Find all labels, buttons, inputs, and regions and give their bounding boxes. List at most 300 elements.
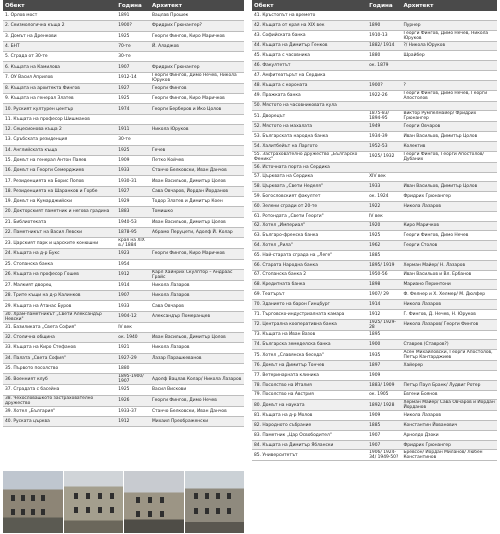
object-cell: 65. Най-старата сграда на „Леге" — [252, 250, 367, 260]
table-row — [252, 260, 497, 270]
object-cell: 72. Централна кооперативна банка — [252, 319, 367, 330]
year-cell: 1925 — [116, 145, 150, 155]
table-row — [252, 101, 497, 111]
object-cell: 8. Къщата на архитекта Фингов — [3, 83, 116, 93]
architect-cell — [401, 330, 497, 340]
table-row — [3, 124, 244, 134]
year-cell: 70-те — [116, 41, 150, 51]
architect-cell: ? — [401, 80, 497, 90]
year-cell: 1895/ 1919 — [367, 260, 401, 270]
object-cell: 80. Домът на науката — [252, 400, 367, 411]
table-row — [3, 186, 244, 196]
object-cell: 67. Стопанска банка 2 — [252, 270, 367, 280]
year-cell: IV век — [116, 322, 150, 332]
architect-cell: Станчо Белковски, Иван Данчов — [150, 406, 244, 416]
architect-cell: Сава Овчаров — [150, 301, 244, 311]
table-row — [3, 322, 244, 332]
object-cell: 74. Българска земеделска банка — [252, 340, 367, 350]
objects-table-left — [3, 0, 244, 427]
table-row — [3, 363, 244, 373]
architect-cell: Михаил Преображенски — [150, 416, 244, 426]
table-row — [3, 301, 244, 311]
table-row — [3, 280, 244, 290]
year-cell: 1929 — [116, 197, 150, 207]
architect-cell — [150, 114, 244, 124]
object-cell: 5. Сграда от 30-те — [3, 52, 116, 62]
architect-cell: Иван Васильов и Вл. Ербанов — [401, 270, 497, 280]
table-row — [252, 330, 497, 340]
architect-cell: Томишко — [150, 207, 244, 217]
table-row — [252, 41, 497, 51]
architect-cell — [401, 61, 497, 71]
year-cell: ок. 1940 — [116, 333, 150, 343]
object-cell: 7. ОУ Васил Априлов — [3, 72, 116, 83]
year-cell: 1895 — [367, 330, 401, 340]
year-cell: 30-те — [116, 135, 150, 145]
table-row — [3, 311, 244, 322]
year-cell: края на XIX в./ 1884 — [116, 238, 150, 249]
object-cell: 21. Библиотеката — [3, 217, 116, 227]
year-cell: 1882/ 1914 — [367, 41, 401, 51]
table-row — [3, 395, 244, 406]
object-cell: 61. Ротондата „Свети Георги" — [252, 211, 367, 221]
table-row — [3, 385, 244, 395]
object-cell: 49. Пражката банка — [252, 90, 367, 101]
table-row — [3, 31, 244, 41]
object-cell: 17. Резиденцията на Борис Попов — [3, 176, 116, 186]
architect-cell: Георги Фингов, Димо Нечев, Никола Юрукoв — [150, 72, 244, 83]
object-cell: 47. Амфитеатърът на Сердика — [252, 70, 367, 80]
object-cell: 77. Ветеринарната клиника — [252, 370, 367, 380]
table-row — [252, 61, 497, 71]
year-cell: 1933 — [367, 182, 401, 192]
object-cell: 26. Къщата на професор Гошев — [3, 269, 116, 280]
architect-cell — [401, 250, 497, 260]
table-row — [252, 270, 497, 280]
architect-cell — [401, 370, 497, 380]
year-cell: 1904-12 — [116, 311, 150, 322]
year-cell: 1907 — [116, 291, 150, 301]
architect-cell — [401, 11, 497, 20]
object-cell: 58. Църквата „Свети Неделя" — [252, 182, 367, 192]
object-cell: 2. Сеизмологична къща 2 — [3, 21, 116, 31]
table-row — [252, 221, 497, 231]
year-cell: 1883/ 1909 — [367, 380, 401, 390]
table-row — [3, 353, 244, 363]
object-cell: 38. Чехословашкото застрахователно дружество — [3, 395, 116, 406]
architect-cell: Колектив — [401, 141, 497, 151]
table-row — [252, 370, 497, 380]
year-cell: 1930-31 — [116, 176, 150, 186]
architect-cell: Петко Койчев — [150, 155, 244, 165]
year-cell: 1912 — [116, 416, 150, 426]
architect-cell — [401, 172, 497, 182]
object-cell: 15. Домът на генерал Антон Паяев — [3, 155, 116, 165]
year-cell: 1927 — [116, 83, 150, 93]
year-cell: 1912-14 — [116, 72, 150, 83]
year-cell: 1885 — [367, 250, 401, 260]
object-cell: 69. Театърът — [252, 290, 367, 300]
year-cell — [367, 11, 401, 20]
year-cell: 1934-39 — [367, 132, 401, 142]
table-row — [252, 390, 497, 400]
architect-cell: Иван Васильов, Димитър Цолов — [150, 217, 244, 227]
object-cell: 70. Зданието на барон Гинцбург — [252, 299, 367, 309]
table-row — [252, 132, 497, 142]
object-cell: 53. Българската народна банка — [252, 132, 367, 142]
architect-cell: Никола Лазаров — [401, 299, 497, 309]
architect-cell: Херман Майер/ Сава Овчаров и Йордан Йорданов — [401, 400, 497, 411]
year-cell: IV век — [367, 211, 401, 221]
year-cell: 1926 — [116, 395, 150, 406]
architect-cell: Никола Лазаров — [150, 343, 244, 353]
photo-strip — [3, 471, 244, 533]
object-cell: 39. Хотел „България" — [3, 406, 116, 416]
table-row — [252, 211, 497, 221]
year-cell: ок. 1924 — [367, 192, 401, 202]
table-row — [3, 259, 244, 269]
architect-cell: Шрайбер — [401, 51, 497, 61]
year-cell: 1880 — [116, 363, 150, 373]
object-cell: 71. Търговско-индустриалната камара — [252, 309, 367, 319]
year-cell: 1911 — [116, 124, 150, 134]
object-cell: 36. Военният клуб — [3, 374, 116, 385]
table-row — [252, 350, 497, 361]
object-cell: 64. Хотел „Рила" — [252, 241, 367, 251]
object-cell: 40. Руската църква — [3, 416, 116, 426]
architect-cell: Никола Лазаров/ Георги Фингов — [401, 319, 497, 330]
object-cell: 25. Стопанска банка — [3, 259, 116, 269]
year-cell: XIV век — [367, 172, 401, 182]
object-cell: 41. Кръстопът на времето — [252, 11, 367, 20]
table-row — [3, 21, 244, 31]
table-row — [252, 172, 497, 182]
year-cell: 1925 — [116, 94, 150, 104]
year-cell: 1890 — [367, 20, 401, 30]
object-cell: 68. Кредитната банка — [252, 280, 367, 290]
architect-cell: Георги Фингов, Георги Апостолов/ Дубаних — [401, 151, 497, 162]
object-cell: 44. Къщата на Димитър Генков — [252, 41, 367, 51]
table-row — [252, 400, 497, 411]
object-cell: 19. Домът на Кумарджийски — [3, 197, 116, 207]
building-photo — [64, 471, 124, 533]
object-cell: 29. Къщата на Атанас Буров — [3, 301, 116, 311]
header-object: Обект — [252, 0, 367, 11]
table-row — [252, 51, 497, 61]
object-cell: 10. Руският културен център — [3, 104, 116, 114]
year-cell — [367, 70, 401, 80]
year-cell: 1922 — [367, 201, 401, 211]
architect-cell: Киро Маричков — [401, 221, 497, 231]
table-row — [252, 141, 497, 151]
object-cell: 50. Мястото на часовниковата кула — [252, 101, 367, 111]
table-header-row — [252, 0, 497, 11]
year-cell: 1925/ 1932 — [367, 151, 401, 162]
architect-cell: Гечев — [150, 145, 244, 155]
object-cell: 54. Халитбейът на Ларгото — [252, 141, 367, 151]
year-cell: 1954 — [116, 259, 150, 269]
architect-cell: ?/ Никола Юрукoв — [401, 41, 497, 51]
table-row — [3, 155, 244, 165]
table-row — [252, 30, 497, 41]
architect-cell: Иван Васильов, Димитър Цолов — [401, 182, 497, 192]
architect-cell: Георги Фингов, Киро Маричков — [150, 249, 244, 259]
table-row — [3, 41, 244, 51]
table-row — [3, 197, 244, 207]
architect-cell — [150, 363, 244, 373]
object-cell: 81. Къщата на д-р Молов — [252, 411, 367, 421]
table-row — [252, 380, 497, 390]
table-row — [3, 227, 244, 237]
object-cell: 56. Источната порта на Сердика — [252, 162, 367, 172]
year-cell: 1927-29 — [116, 353, 150, 363]
year-cell: 1907 — [367, 430, 401, 440]
architect-cell: Фридрих Грюнангер — [401, 440, 497, 450]
year-cell: 1880 — [367, 51, 401, 61]
architect-cell: Георги Овчаров — [401, 122, 497, 132]
architect-cell — [401, 162, 497, 172]
year-cell: 1925 — [116, 31, 150, 41]
architect-cell: Карл Хайнрих Скулптор – Андраас Грайс — [150, 269, 244, 280]
objects-table-right — [252, 0, 497, 461]
table-row — [3, 62, 244, 72]
object-cell: 23. Царският парк и царските конюшни — [3, 238, 116, 249]
object-cell: 62. Хотел „Империал" — [252, 221, 367, 231]
table-row — [252, 162, 497, 172]
object-cell: 18. Резиденцията на Шаранков и Горбе — [3, 186, 116, 196]
object-cell: 35. Първото посолство — [3, 363, 116, 373]
year-cell: 1900? — [116, 21, 150, 31]
table-row — [3, 249, 244, 259]
architect-cell: Г. Фингов, Д. Нечев, Н. Юрукoв — [401, 309, 497, 319]
year-cell: 1900 — [367, 340, 401, 350]
table-row — [252, 440, 497, 450]
table-row — [3, 416, 244, 426]
architect-cell: Никола Лазаров — [150, 280, 244, 290]
year-cell: 1907 — [367, 440, 401, 450]
object-cell: 60. Зелени сгради от 20-те — [252, 201, 367, 211]
architect-cell: Мариано Перинтони — [401, 280, 497, 290]
year-cell: 1906/ 1924-34/ 1949-50? — [367, 450, 401, 461]
table-row — [252, 309, 497, 319]
architect-cell: Фридрих Грюнангер — [401, 192, 497, 202]
year-cell: 1895-1900/ 1907 — [116, 374, 150, 385]
object-cell: 12. Сецесионова къща 2 — [3, 124, 116, 134]
architect-cell: Петър Паул Бранк/ Лудвиг Ротер — [401, 380, 497, 390]
architect-cell: Сава Овчаров, Йордан Йорданов — [150, 186, 244, 196]
table-row — [252, 151, 497, 162]
table-row — [252, 430, 497, 440]
year-cell: 1923 — [116, 249, 150, 259]
object-cell: 32. Столична община — [3, 333, 116, 343]
table-row — [252, 201, 497, 211]
year-cell: 1891 — [116, 11, 150, 21]
table-row — [252, 90, 497, 101]
year-cell: 1910-13 — [367, 30, 401, 41]
table-row — [252, 319, 497, 330]
year-cell: 1940-53 — [116, 217, 150, 227]
left-table-column — [3, 0, 244, 427]
object-cell: 37. Сградата с басейна — [3, 385, 116, 395]
year-cell: 1935 — [367, 350, 401, 361]
object-cell: 30. Храм-паметникът „Свети Александър Невски" — [3, 311, 116, 322]
table-row — [252, 299, 497, 309]
table-row — [3, 145, 244, 155]
table-row — [252, 290, 497, 300]
table-row — [3, 11, 244, 21]
year-cell: 1974 — [116, 104, 150, 114]
architect-cell: Асен Михайловски, Георги Апостолов, Петър Кантарджиев — [401, 350, 497, 361]
object-cell: 11. Къщата на професор Шишманов — [3, 114, 116, 124]
building-photo — [185, 471, 245, 533]
table-row — [3, 135, 244, 145]
year-cell: 1921 — [116, 343, 150, 353]
object-cell: 85. Университетът — [252, 450, 367, 461]
year-cell: 1875-83/ 1894-95 — [367, 111, 401, 122]
table-row — [252, 231, 497, 241]
architect-cell: Александър Померанцев — [150, 311, 244, 322]
architect-cell: Константин Йованович — [401, 421, 497, 431]
table-row — [3, 269, 244, 280]
object-cell: 79. Посолство на Австрия — [252, 390, 367, 400]
object-cell: 57. Църквата на Сердика — [252, 172, 367, 182]
object-cell: 51. Дворецът — [252, 111, 367, 122]
header-object: Обект — [3, 0, 116, 11]
architect-cell: Ставрев (Ставров?) — [401, 340, 497, 350]
year-cell: 1898 — [367, 280, 401, 290]
architect-cell: Георги Бербеpов и Ико Цолов — [150, 104, 244, 114]
architect-cell: Арнолдо Дзоки — [401, 430, 497, 440]
table-row — [3, 166, 244, 176]
year-cell: 1914 — [367, 299, 401, 309]
year-cell: 1900? — [367, 80, 401, 90]
year-cell: 1927 — [116, 186, 150, 196]
table-header-row — [3, 0, 244, 11]
architect-cell: Фридрих Грюнангер — [150, 62, 244, 72]
table-row — [3, 207, 244, 217]
object-cell: 22. Паметникът на Васил Левски — [3, 227, 116, 237]
architect-cell — [401, 211, 497, 221]
object-cell: 43. Софийската банка — [252, 30, 367, 41]
architect-cell: Георги Фингов, Димо Нечев — [401, 231, 497, 241]
object-cell: 42. Къщата от края на XIX век — [252, 20, 367, 30]
table-row — [3, 238, 244, 249]
object-cell: 34. Палата „Света София" — [3, 353, 116, 363]
object-cell: 63. Българо-френска банка — [252, 231, 367, 241]
object-cell: 66. Старата Народна банка — [252, 260, 367, 270]
table-row — [252, 241, 497, 251]
architect-cell: Никола Лазаров — [150, 291, 244, 301]
year-cell: 1962 — [367, 241, 401, 251]
year-cell: 1909 — [116, 155, 150, 165]
right-table-body — [252, 11, 497, 461]
year-cell: 1909 — [367, 411, 401, 421]
architect-cell: Адолф Вацлав Колар/ Никола Лазаров — [150, 374, 244, 385]
table-row — [252, 280, 497, 290]
table-row — [252, 80, 497, 90]
year-cell: 1883 — [116, 207, 150, 217]
table-row — [3, 374, 244, 385]
architect-cell: Ф. Фелнер и Х. Хелмер/ М. Дюлфер — [401, 290, 497, 300]
year-cell: 1922-26 — [367, 90, 401, 101]
object-cell: 9. Къщата на генерал Златев — [3, 94, 116, 104]
header-year: Година — [367, 0, 401, 11]
object-cell: 13. Сръбската резиденция — [3, 135, 116, 145]
table-row — [252, 411, 497, 421]
table-row — [3, 114, 244, 124]
architect-cell: Лазар Парашкеванов — [150, 353, 244, 363]
object-cell: 48. Къщата с короната — [252, 80, 367, 90]
table-row — [252, 250, 497, 260]
architect-cell — [150, 135, 244, 145]
object-cell: 45. Къщата с часовника — [252, 51, 367, 61]
year-cell: 1885 — [367, 421, 401, 431]
year-cell: 1912 — [367, 309, 401, 319]
architect-cell: Иван Васильов, Димитър Цолов — [150, 176, 244, 186]
table-row — [3, 94, 244, 104]
table-row — [252, 11, 497, 20]
architect-cell: Абрамо Перуцети, Адолф Й. Колар — [150, 227, 244, 237]
object-cell: 27. Малкият дворец — [3, 280, 116, 290]
architect-cell: Георги Столов — [401, 241, 497, 251]
architect-cell: Георги Фингов, Киро Маричков — [150, 94, 244, 104]
architect-cell: Фридрих Грюнангер? — [150, 21, 244, 31]
table-row — [252, 340, 497, 350]
year-cell: 1897 — [367, 361, 401, 371]
architect-cell: Тодор Златев и Димитър Коен — [150, 197, 244, 207]
year-cell: 1909 — [367, 370, 401, 380]
year-cell: 30-те — [116, 52, 150, 62]
year-cell: 1914 — [116, 280, 150, 290]
architect-cell — [401, 70, 497, 80]
table-row — [252, 450, 497, 461]
year-cell: 1920 — [367, 221, 401, 231]
year-cell: 1878-95 — [116, 227, 150, 237]
architect-cell: Васил Вискови — [150, 385, 244, 395]
object-cell: 14. Английската къща — [3, 145, 116, 155]
architect-cell: Георги Фингов, Димо Нечев — [150, 395, 244, 406]
year-cell — [116, 114, 150, 124]
architect-cell — [150, 322, 244, 332]
year-cell — [367, 101, 401, 111]
building-photo — [3, 471, 63, 533]
architect-cell: Георги Фингов, Димо Нечев, Георги Апостолов — [401, 90, 497, 101]
table-row — [3, 176, 244, 186]
year-cell: 1950-56 — [367, 270, 401, 280]
table-row — [3, 291, 244, 301]
architect-cell: Георги Фингов, Киро Маричков — [150, 31, 244, 41]
table-row — [3, 104, 244, 114]
year-cell: 1892/ 1928 — [367, 400, 401, 411]
table-row — [3, 72, 244, 83]
year-cell: 1912 — [116, 269, 150, 280]
architect-cell: Георги Фингов, Димо Нечев, Никола Юрукoв — [401, 30, 497, 41]
year-cell: 1949 — [367, 122, 401, 132]
object-cell: 75. Хотел „Славянска беседа" — [252, 350, 367, 361]
object-cell: 73. Къщата на Иван Вазов — [252, 330, 367, 340]
header-year: Година — [116, 0, 150, 11]
table-row — [252, 192, 497, 202]
architect-cell: Никола Лазаров — [401, 201, 497, 211]
table-row — [252, 361, 497, 371]
table-row — [252, 70, 497, 80]
header-architect: Архитект — [150, 0, 244, 11]
object-cell: 55. Застрахователно дружество „Българско Феникс" — [252, 151, 367, 162]
year-cell: 1933 — [116, 301, 150, 311]
table-row — [3, 83, 244, 93]
year-cell: 1933 — [116, 166, 150, 176]
architect-cell: Иван Васильов, Димитър Цолов — [401, 132, 497, 142]
